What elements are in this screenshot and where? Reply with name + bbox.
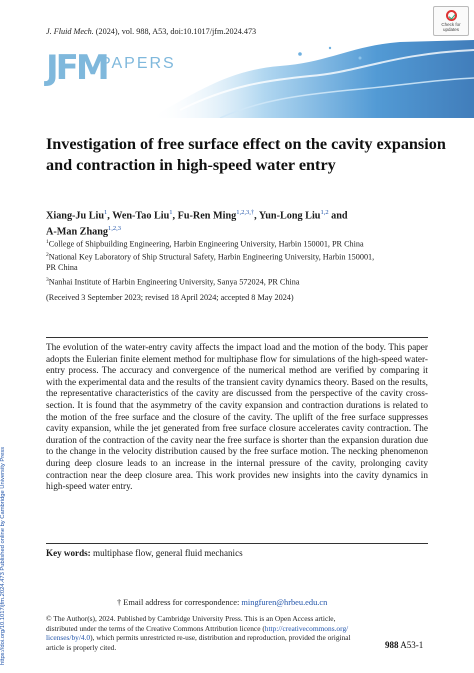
abstract-bottom-rule [46,543,428,544]
author-separator: , [107,210,110,222]
splash-drop [298,52,302,56]
affiliation [46,250,376,274]
affiliation-text: Nanhai Institute of Harbin Engineering University, Sanya 572024, PR China [48,277,300,287]
correspondence-email-link[interactable]: mingfuren@hrbeu.edu.cn [241,598,328,607]
jfm-logo: JFM [46,48,107,88]
affiliation-text: College of Shipbuilding Engineering, Harbin Engineering University, Harbin 150001, PR China [48,239,364,249]
license-line: © The Author(s), 2024. Published by Cambridge University Press. This is an Open Access article, [46,614,336,623]
author-affiliation-ref[interactable]: 1,2,3 [108,225,121,233]
correspondence [117,598,327,607]
doi-side-link[interactable]: https://doi.org/10.1017/jfm.2024.473 Published online by Cambridge University Press [0,446,6,665]
splash-drop [359,57,362,60]
author-affiliation-ref[interactable]: 1,2,3,† [236,209,255,216]
affiliation-number: 2 [46,252,49,258]
check-mark-icon [446,10,457,21]
license-notice [46,614,376,652]
license-url-link-cont[interactable]: licenses/by/4.0 [46,633,91,643]
author-name[interactable]: Wen-Tao Liu [112,210,170,222]
author-separator: , [254,210,257,222]
citation-details: (2024), vol. 988, A53, doi:10.1017/jfm.2024.473 [95,27,257,36]
wave-shape [150,40,474,118]
volume-number: 988 [385,640,399,650]
keywords-list: multiphase flow, general fluid mechanics [93,548,243,558]
correspondence-label: † Email address for correspondence: [117,598,240,607]
author-name[interactable]: Xiang-Ju Liu [46,210,105,222]
author-name[interactable]: Yun-Long Liu [258,210,321,222]
received-dates: (Received 3 September 2023; revised 18 April 2024; accepted 8 May 2024) [46,293,294,302]
license-url-link[interactable]: http://creativecommons.org/ [264,623,349,633]
author-separator: and [331,210,348,222]
author-affiliation-ref[interactable]: 1 [169,209,173,216]
license-line: article is properly cited. [46,642,117,652]
affiliation [46,237,446,250]
author-affiliation-ref[interactable]: 1,2 [320,209,329,216]
author-list [46,206,446,239]
journal-name: J. Fluid Mech. [46,27,94,36]
affiliation-number: 1 [46,239,49,245]
license-line: ), which permits unrestricted re-use, distribution and reproduction, provided the original [90,633,351,643]
license-line: distributed under the terms of the Creative Commons Attribution licence ( [46,623,265,633]
keywords [46,548,428,558]
keywords-label: Key words: [46,548,91,558]
journal-citation [46,27,256,36]
author-separator: , [172,210,176,222]
check-for-updates-badge[interactable] [433,6,469,36]
affiliation [46,275,446,288]
badge-label: Check for updates [441,22,461,32]
article-title: Investigation of free surface effect on the cavity expansion and contraction in high-speed water entry [46,135,446,174]
abstract-top-rule [46,337,428,338]
abstract-text: The evolution of the water-entry cavity affects the impact load and the motion of the body. This paper adopts the Eulerian finite element method for multiphase flow for simulations of the high-speed water-entry process. The accuracy and convergence of the numerical method are verified by comparing it with the experimental data and the results of the transient cavity dynamics theory. Based on the results, the representative characteristics of the cavity are discussed from the perspective of the cavity cross-section. It is found that the asymmetry of the cavity expansion and contraction durations is related to the motion of the free surface and the closure of the cavity. The uplift of the free surface suppresses cavity expansion, while the jet generated from free surface closure accelerates cavity contraction. The duration of the contraction of the cavity near the free surface is shorter than the expansion duration due to the change in the velocity distribution caused by the free surface motion. The necking phenomenon during deep closure leads to an increase in the internal pressure of the cavity, prolonging cavity contraction near the deep closure area. This work provides new insights into the cavity dynamics in high-speed water entry. [46,343,428,493]
splash-drop [329,47,331,49]
article-page: A53-1 [400,640,424,650]
page-identifier [385,640,423,650]
affiliation-text: National Key Laboratory of Ship Structural Safety, Harbin Engineering University, Harbin 150001, PR China [46,252,375,273]
affiliation-number: 3 [46,277,49,283]
author-name[interactable]: A-Man Zhang [46,226,108,238]
section-label: PAPERS [100,55,176,72]
author-affiliation-ref[interactable]: 1 [104,209,108,216]
author-name[interactable]: Fu-Ren Ming [177,210,237,222]
